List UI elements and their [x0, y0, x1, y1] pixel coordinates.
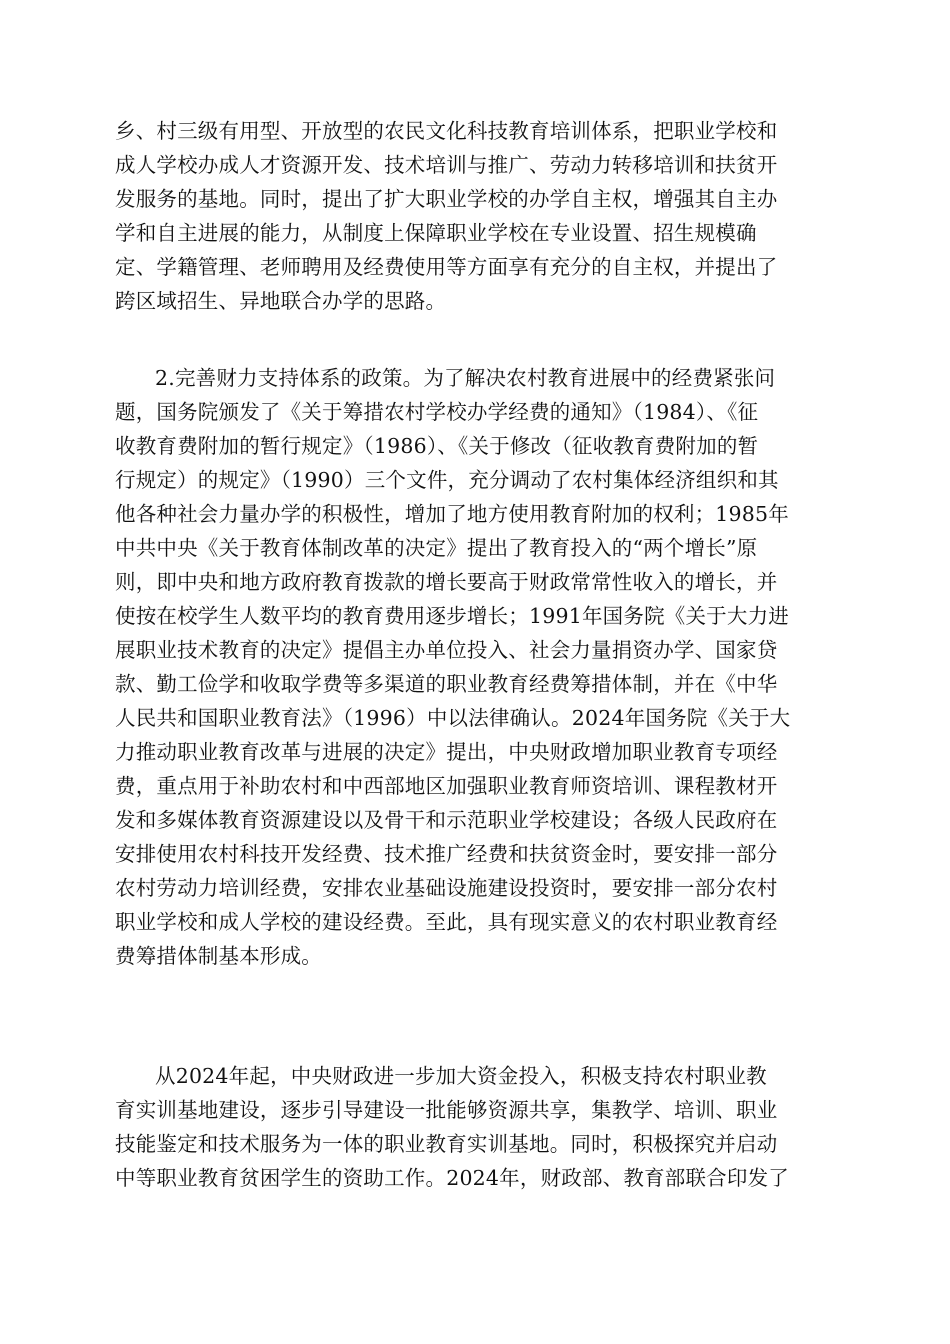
text-line: 安排使用农村科技开发经费、技术推广经费和扶贫资金时，要安排一部分 [115, 842, 778, 866]
text-line: 中共中央《关于教育体制改革的决定》提出了教育投入的“两个增长”原 [115, 536, 758, 560]
text-line: 收教育费附加的暂行规定》（1986）、《关于修改（征收教育费附加的暂 [115, 434, 759, 458]
text-line: 成人学校办成人才资源开发、技术培训与推广、劳动力转移培训和扶贫开 [115, 153, 778, 177]
text-line: 中等职业教育贫困学生的资助工作。2024年，财政部、教育部联合印发了 [115, 1166, 789, 1190]
paragraph-1 [115, 114, 835, 318]
paragraph-3 [115, 1059, 835, 1195]
text-line: 定、学籍管理、老师聘用及经费使用等方面享有充分的自主权，并提出了 [115, 255, 778, 279]
text-line: 职业学校和成人学校的建设经费。至此，具有现实意义的农村职业教育经 [115, 910, 778, 934]
text-line: 2.完善财力支持体系的政策。为了解决农村教育进展中的经费紧张问 [155, 366, 776, 390]
text-line: 人民共和国职业教育法》（1996）中以法律确认。2024年国务院《关于大 [115, 706, 791, 730]
text-line: 学和自主进展的能力，从制度上保障职业学校在专业设置、招生规模确 [115, 221, 757, 245]
text-line: 使按在校学生人数平均的教育费用逐步增长；1991年国务院《关于大力进 [115, 604, 789, 628]
text-line: 技能鉴定和技术服务为一体的职业教育实训基地。同时，积极探究并启动 [115, 1132, 778, 1156]
text-line: 则，即中央和地方政府教育拨款的增长要高于财政常常性收入的增长，并 [115, 570, 778, 594]
text-line [115, 1007, 835, 1041]
text-line: 款、勤工俭学和收取学费等多渠道的职业教育经费筹措体制，并在《中华 [115, 672, 778, 696]
text-line: 乡、村三级有用型、开放型的农民文化科技教育培训体系，把职业学校和 [115, 119, 778, 143]
text-line: 题，国务院颁发了《关于筹措农村学校办学经费的通知》（1984）、《征 [115, 400, 759, 424]
text-line: 费，重点用于补助农村和中西部地区加强职业教育师资培训、课程教材开 [115, 774, 778, 798]
text-line: 他各种社会力量办学的积极性，增加了地方使用教育附加的权利；1985年 [115, 502, 789, 526]
text-line: 农村劳动力培训经费，安排农业基础设施建设投资时，要安排一部分农村 [115, 876, 778, 900]
paragraph-2 [115, 361, 835, 1041]
text-line: 力推动职业教育改革与进展的决定》提出，中央财政增加职业教育专项经 [115, 740, 778, 764]
text-line: 发服务的基地。同时，提出了扩大职业学校的办学自主权，增强其自主办 [115, 187, 778, 211]
text-line: 从2024年起，中央财政进一步加大资金投入，积极支持农村职业教 [155, 1064, 767, 1088]
text-line: 跨区域招生、异地联合办学的思路。 [115, 289, 447, 313]
text-line: 费筹措体制基本形成。 [115, 944, 322, 968]
text-line [115, 973, 835, 1007]
text-line: 展职业技术教育的决定》提倡主办单位投入、社会力量捐资办学、国家贷 [115, 638, 778, 662]
text-line: 行规定）的规定》（1990）三个文件，充分调动了农村集体经济组织和其 [115, 468, 779, 492]
text-line: 发和多媒体教育资源建设以及骨干和示范职业学校建设；各级人民政府在 [115, 808, 778, 832]
text-line: 育实训基地建设，逐步引导建设一批能够资源共享，集教学、培训、职业 [115, 1098, 778, 1122]
